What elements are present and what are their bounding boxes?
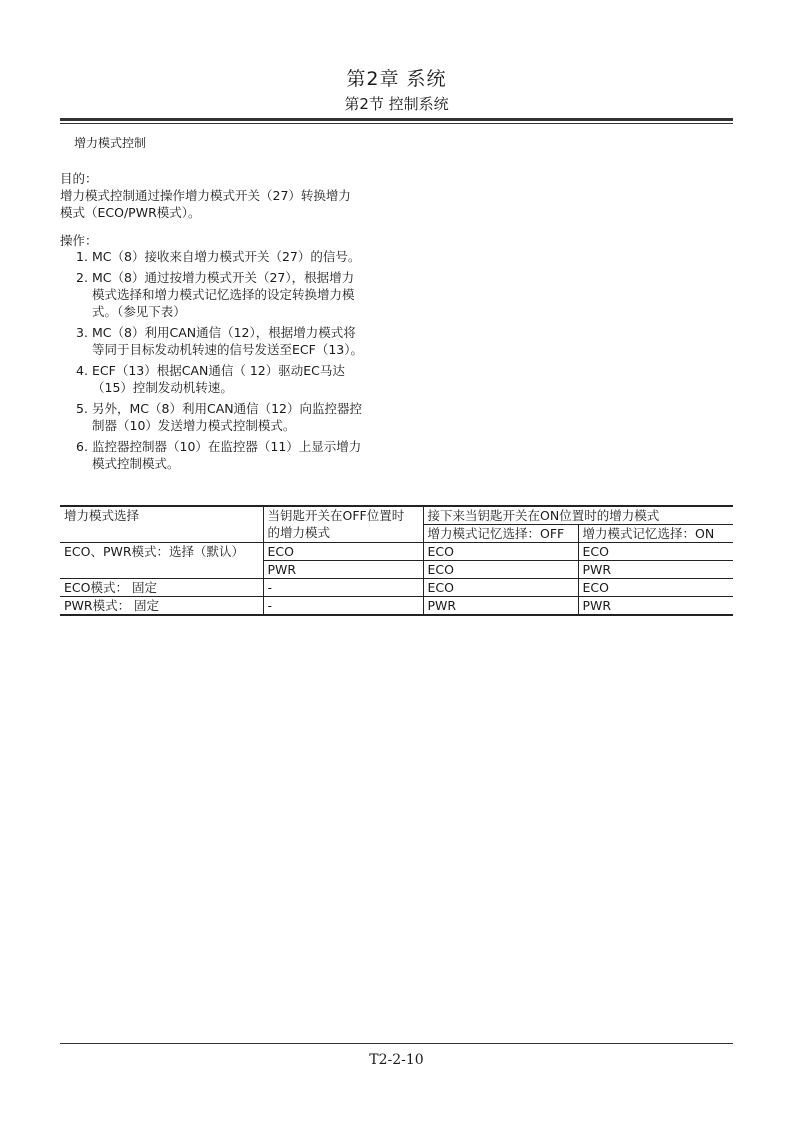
col-header-key-off-line: 当钥匙开关在OFF位置时: [267, 508, 405, 523]
step-line: （15）控制发动机转速。: [92, 380, 233, 395]
step-item: [60, 400, 390, 434]
table-row: [60, 579, 733, 597]
operation-steps: [60, 248, 390, 476]
col-header-key-on-group: 接下来当钥匙开关在ON位置时的增力模式: [423, 506, 733, 525]
section-title: 第2节 控制系统: [344, 95, 449, 113]
purpose-line: 模式（ECO/PWR模式）。: [60, 205, 201, 220]
step-item: [60, 269, 390, 320]
table-row: [60, 543, 733, 561]
step-number: 1.: [76, 249, 88, 264]
table-cell: ECO、PWR模式：选择（默认）: [60, 543, 263, 579]
step-line: 制器（10）发送增力模式控制模式。: [92, 418, 296, 433]
step-number: 2.: [76, 270, 88, 285]
step-line: MC（8）利用CAN通信（12），根据增力模式将: [92, 325, 356, 340]
table-cell: ECO: [263, 543, 423, 561]
table-cell: -: [263, 579, 423, 597]
header-rule-thick: [60, 118, 733, 121]
step-line: 另外，MC（8）利用CAN通信（12）向监控器控: [92, 401, 363, 416]
table-cell: ECO: [578, 543, 733, 561]
table-cell: -: [263, 597, 423, 616]
step-line: 模式选择和增力模式记忆选择的设定转换增力模: [92, 287, 355, 302]
table-cell: PWR: [423, 597, 578, 616]
step-number: 5.: [76, 401, 88, 416]
table-cell: ECO模式： 固定: [60, 579, 263, 597]
step-line: ECF（13）根据CAN通信（ 12）驱动EC马达: [92, 363, 345, 378]
operation-block: [60, 232, 390, 249]
step-item: [60, 248, 390, 265]
footer-rule: [60, 1043, 733, 1044]
boost-mode-table: [60, 505, 733, 616]
col-header-memory-off: 增力模式记忆选择：OFF: [423, 525, 578, 543]
purpose-line: 增力模式控制通过操作增力模式开关（27）转换增力: [60, 188, 351, 203]
step-line: 式。（参见下表）: [92, 304, 186, 319]
table-cell: ECO: [578, 579, 733, 597]
col-header-key-off-line: 的增力模式: [267, 525, 331, 540]
table-cell: ECO: [423, 579, 578, 597]
col-header-selection: 增力模式选择: [60, 506, 263, 543]
table-cell: ECO: [423, 561, 578, 579]
step-line: 模式控制模式。: [92, 456, 180, 471]
table-cell: PWR: [263, 561, 423, 579]
table-row: [60, 597, 733, 616]
table-header-row: [60, 506, 733, 525]
col-header-key-off: [263, 506, 423, 543]
step-line: MC（8）通过按增力模式开关（27），根据增力: [92, 270, 355, 285]
step-item: [60, 324, 390, 358]
table-cell: PWR: [578, 561, 733, 579]
operation-heading: 操作：: [60, 233, 98, 248]
table-cell: ECO: [423, 543, 578, 561]
step-number: 6.: [76, 439, 88, 454]
step-item: [60, 362, 390, 396]
chapter-title: 第2章 系统: [346, 68, 447, 90]
table-cell: PWR: [578, 597, 733, 616]
header-rule-thin: [60, 123, 733, 124]
table-cell: PWR模式： 固定: [60, 597, 263, 616]
purpose-block: [60, 170, 390, 221]
purpose-heading: 目的：: [60, 171, 98, 186]
step-number: 4.: [76, 363, 88, 378]
step-number: 3.: [76, 325, 88, 340]
topic-heading: 增力模式控制: [74, 136, 147, 150]
step-line: 监控器控制器（10）在监控器（11）上显示增力: [92, 439, 362, 454]
step-item: [60, 438, 390, 472]
step-line: MC（8）接收来自增力模式开关（27）的信号。: [92, 249, 361, 264]
step-line: 等同于目标发动机转速的信号发送至ECF（13）。: [92, 342, 363, 357]
page-number: T2-2-10: [369, 1052, 424, 1068]
col-header-memory-on: 增力模式记忆选择：ON: [578, 525, 733, 543]
